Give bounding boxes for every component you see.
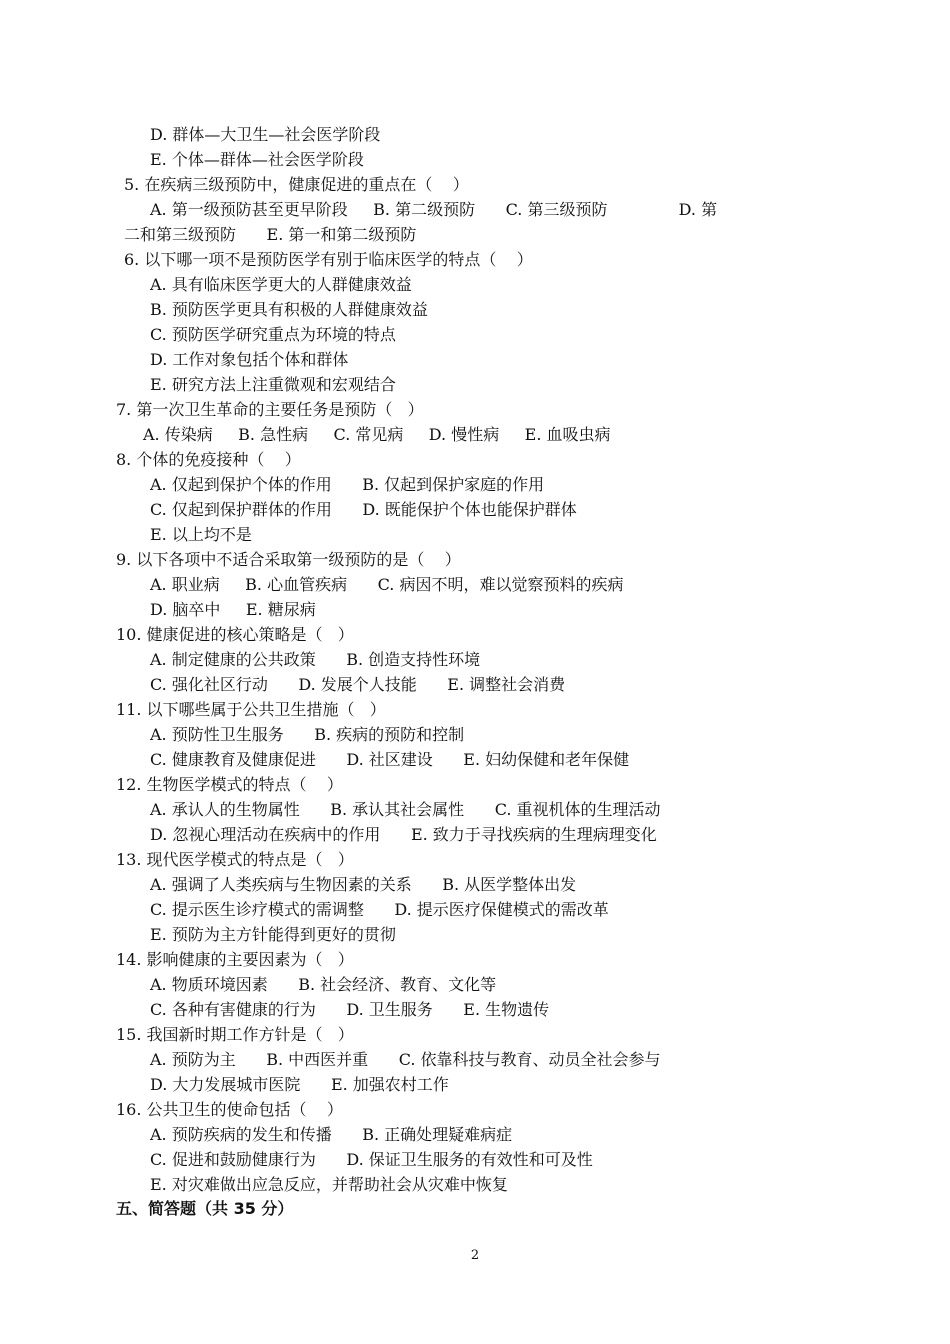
question-16: 16. 公共卫生的使命包括（ ） [116,1100,343,1119]
question-9: 9. 以下各项中不适合采取第一级预防的是（ ） [116,550,461,569]
text-line: C. 仅起到保护群体的作用 D. 既能保护个体也能保护群体 [150,500,577,519]
section-heading: 五、简答题（共 35 分） [116,1199,294,1218]
text-line: C. 促进和鼓励健康行为 D. 保证卫生服务的有效性和可及性 [150,1150,593,1169]
text-line: A. 强调了人类疾病与生物因素的关系 B. 从医学整体出发 [150,875,577,894]
text-line: C. 各种有害健康的行为 D. 卫生服务 E. 生物遗传 [150,1000,550,1019]
question-10: 10. 健康促进的核心策略是（ ） [116,625,354,644]
text-line: A. 传染病 B. 急性病 C. 常见病 D. 慢性病 E. 血吸虫病 [143,425,611,444]
text-line: A. 承认人的生物属性 B. 承认其社会属性 C. 重视机体的生理活动 [150,800,661,819]
text-line: D. 工作对象包括个体和群体 [150,350,349,369]
text-line: C. 提示医生诊疗模式的需调整 D. 提示医疗保健模式的需改革 [150,900,609,919]
text-line: D. 忽视心理活动在疾病中的作用 E. 致力于寻找疾病的生理病理变化 [150,825,657,844]
question-15: 15. 我国新时期工作方针是（ ） [116,1025,354,1044]
text-line: A. 预防疾病的发生和传播 B. 正确处理疑难病症 [150,1125,513,1144]
text-line: C. 强化社区行动 D. 发展个人技能 E. 调整社会消费 [150,675,566,694]
text-line: D. 脑卒中 E. 糖尿病 [150,600,316,619]
text-line: E. 个体—群体—社会医学阶段 [150,150,364,169]
question-11: 11. 以下哪些属于公共卫生措施（ ） [116,700,386,719]
text-line: D. 群体—大卫生—社会医学阶段 [150,125,381,144]
text-line: E. 以上均不是 [150,525,252,544]
text-line: D. 大力发展城市医院 E. 加强农村工作 [150,1075,449,1094]
text-line: E. 研究方法上注重微观和宏观结合 [150,375,396,394]
question-8: 8. 个体的免疫接种（ ） [116,450,301,469]
question-13: 13. 现代医学模式的特点是（ ） [116,850,354,869]
question-6: 6. 以下哪一项不是预防医学有别于临床医学的特点（ ） [124,250,533,269]
text-line: A. 预防为主 B. 中西医并重 C. 依靠科技与教育、动员全社会参与 [150,1050,661,1069]
text-line: C. 健康教育及健康促进 D. 社区建设 E. 妇幼保健和老年保健 [150,750,630,769]
text-line: A. 制定健康的公共政策 B. 创造支持性环境 [150,650,481,669]
text-line: A. 第一级预防甚至更早阶段 B. 第二级预防 C. 第三级预防 D. 第 [150,200,718,219]
question-12: 12. 生物医学模式的特点（ ） [116,775,343,794]
text-line: A. 仅起到保护个体的作用 B. 仅起到保护家庭的作用 [150,475,545,494]
text-line: E. 对灾难做出应急反应，并帮助社会从灾难中恢复 [150,1175,508,1194]
text-line: E. 预防为主方针能得到更好的贯彻 [150,925,396,944]
text-line: A. 职业病 B. 心血管疾病 C. 病因不明，难以觉察预料的疾病 [150,575,624,594]
text-line: C. 预防医学研究重点为环境的特点 [150,325,396,344]
page-number: 2 [470,1248,480,1263]
text-line: A. 物质环境因素 B. 社会经济、教育、文化等 [150,975,497,994]
question-5: 5. 在疾病三级预防中，健康促进的重点在（ ） [124,175,469,194]
question-14: 14. 影响健康的主要因素为（ ） [116,950,354,969]
text-line: 二和第三级预防 E. 第一和第二级预防 [124,225,417,244]
text-line: A. 预防性卫生服务 B. 疾病的预防和控制 [150,725,465,744]
text-line: B. 预防医学更具有积极的人群健康效益 [150,300,428,319]
question-7: 7. 第一次卫生革命的主要任务是预防（ ） [116,400,424,419]
text-line: A. 具有临床医学更大的人群健康效益 [150,275,412,294]
